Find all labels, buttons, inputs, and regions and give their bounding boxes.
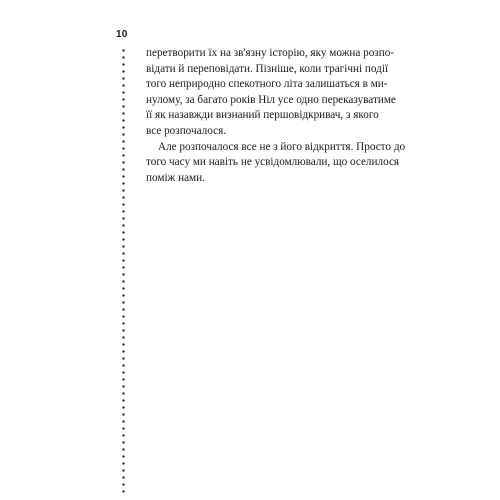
paragraph-2 [146, 140, 406, 187]
text-line: поміж нами. [146, 171, 205, 184]
text-line: перетворити їх на зв'язну історію, яку можна розпо- [146, 47, 395, 59]
page-number: 10 [116, 29, 128, 40]
page-body-text [146, 46, 406, 186]
text-line: нулому, за багато років Ніл усе одно переказуватиме [146, 93, 396, 106]
text-line: Але розпочалося все не з його відкриття. Просто до [158, 140, 406, 153]
text-line: того неприродно спекотного літа залишаться в ми- [146, 78, 388, 91]
dotted-margin-line [122, 47, 125, 493]
text-line: відати й переповідати. Пізніше, коли трагічні події [146, 62, 389, 75]
text-line: того часу ми навіть не усвідомлювали, що оселилося [146, 156, 400, 169]
text-line: її як назавжди визнаний першовідкривач, з якого [146, 109, 379, 122]
text-line: все розпочалося. [146, 124, 227, 137]
paragraph-1 [146, 46, 396, 140]
